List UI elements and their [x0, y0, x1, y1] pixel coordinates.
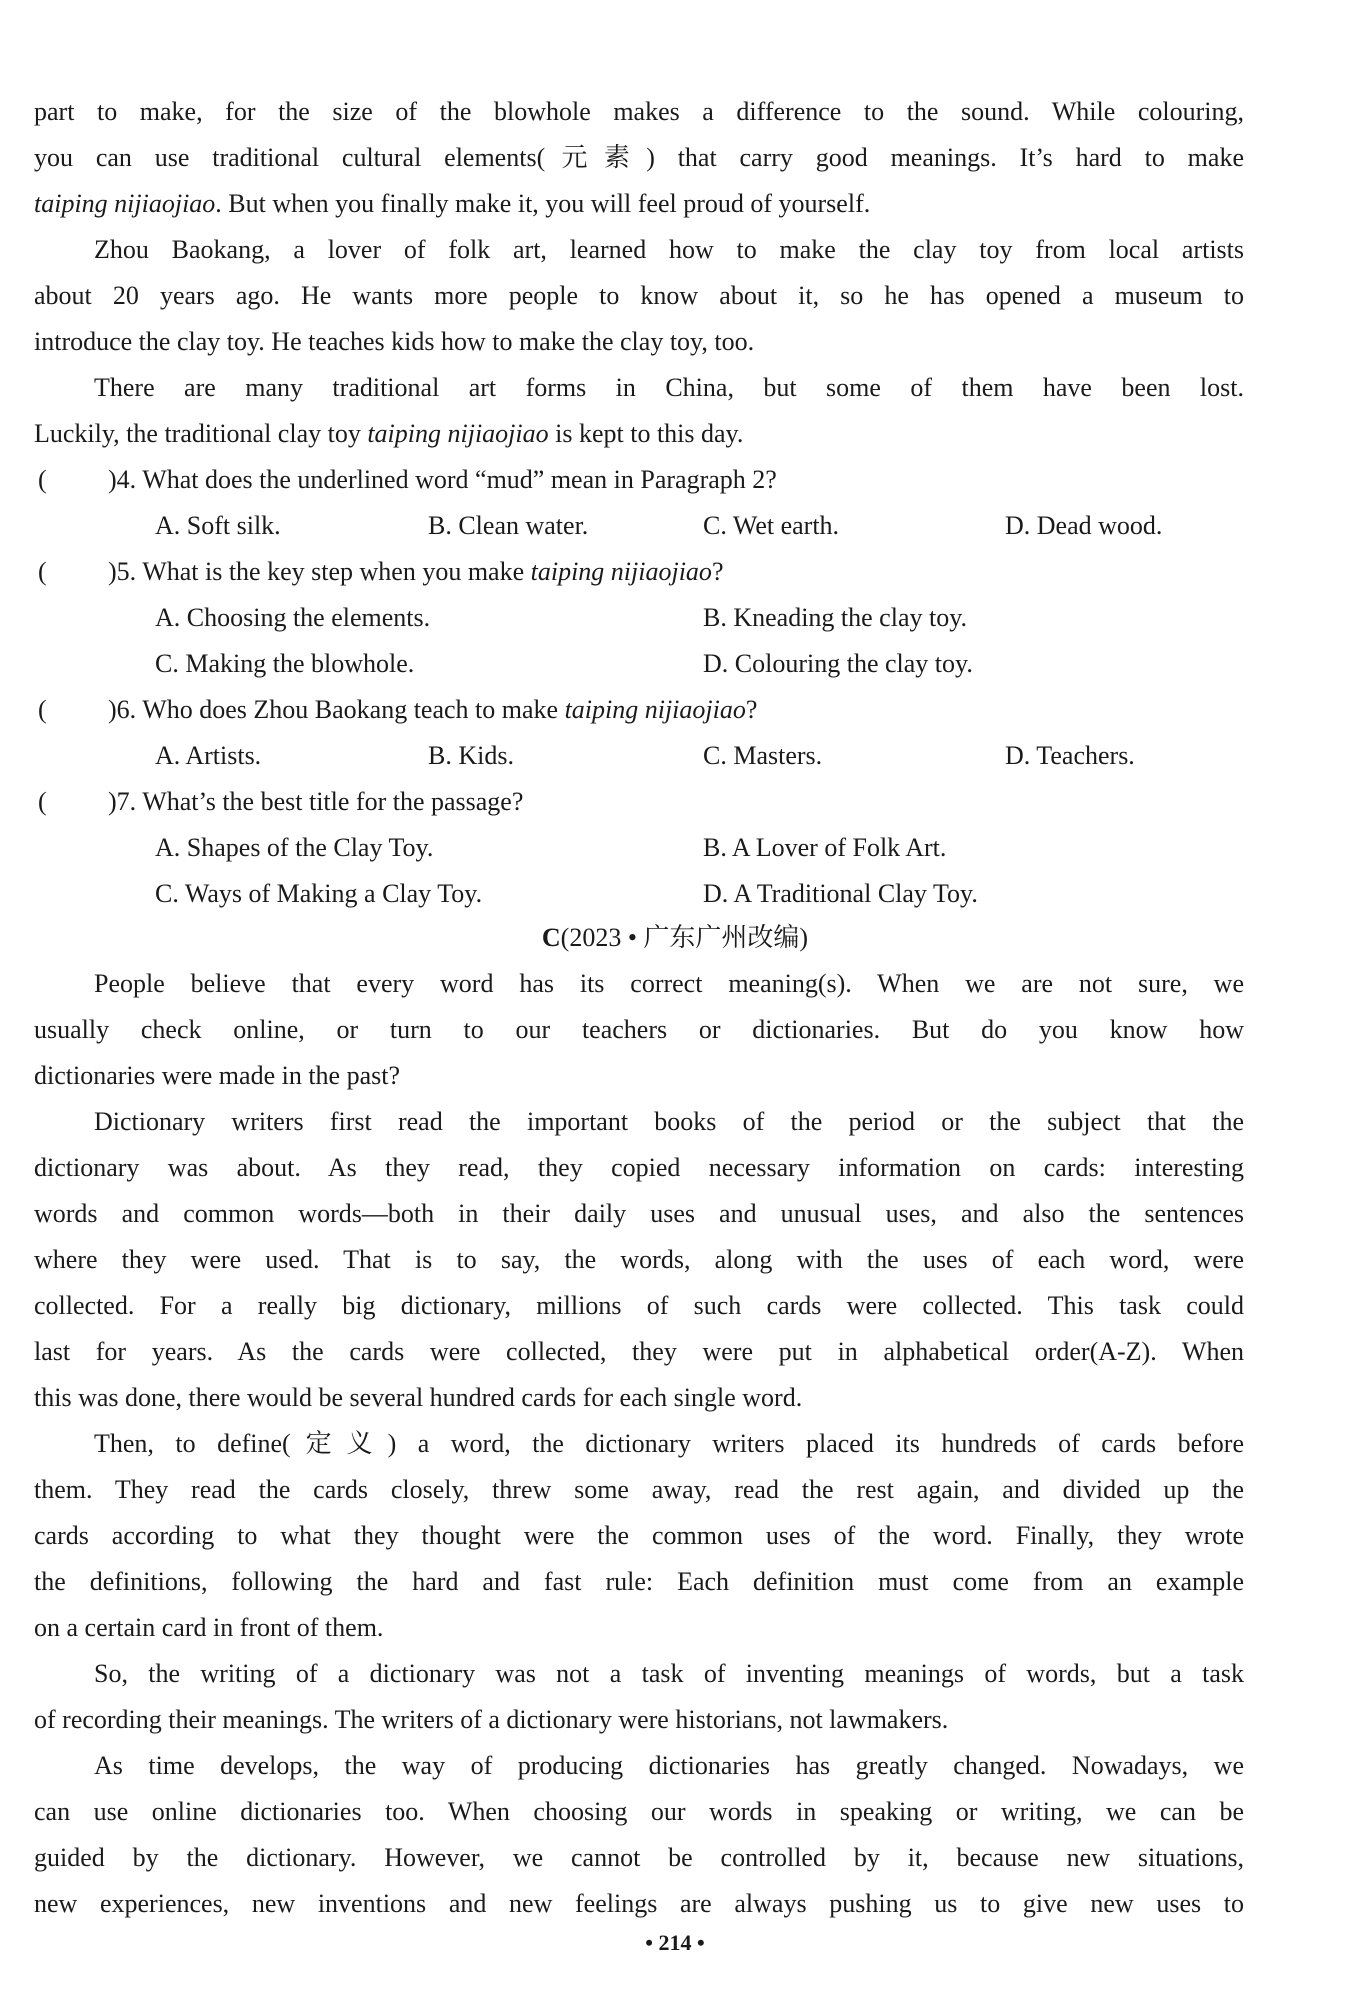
option-d: D. A Traditional Clay Toy. — [703, 879, 978, 908]
option-c: C. Masters. — [703, 741, 823, 770]
answer-blank[interactable]: ( — [38, 695, 47, 724]
passage-line: Zhou Baokang, a lover of folk art, learned how to make the clay toy from local artists — [94, 235, 1244, 264]
answer-blank[interactable]: ( — [38, 557, 47, 586]
passage-line: introduce the clay toy. He teaches kids how to make the clay toy, too. — [34, 327, 755, 356]
italic-term: taiping nijiaojiao — [564, 695, 746, 724]
option-b: B. Kids. — [428, 741, 514, 770]
question-text: )4. What does the underlined word “mud” mean in Paragraph 2? — [108, 465, 777, 494]
passage-line: cards according to what they thought were the common uses of the word. Finally, they wrote — [34, 1521, 1244, 1550]
passage-line — [34, 188, 1244, 220]
passage-line: you can use traditional cultural elements(元素) that carry good meanings. It’s hard to make — [34, 143, 1244, 172]
option-b: B. A Lover of Folk Art. — [703, 833, 947, 862]
passage-line: part to make, for the size of the blowhole makes a difference to the sound. While colouring, — [34, 97, 1244, 126]
option-b: B. Kneading the clay toy. — [703, 603, 968, 632]
passage-line: usually check online, or turn to our teachers or dictionaries. But do you know how — [34, 1015, 1244, 1044]
option-d: D. Teachers. — [1005, 741, 1135, 770]
question-text: )7. What’s the best title for the passage? — [108, 787, 524, 816]
passage-line: dictionary was about. As they read, they copied necessary information on cards: interesting — [34, 1153, 1244, 1182]
option-c: C. Making the blowhole. — [155, 649, 415, 678]
passage-line: about 20 years ago. He wants more people to know about it, so he has opened a museum to — [34, 281, 1244, 310]
passage-line: the definitions, following the hard and fast rule: Each definition must come from an example — [34, 1567, 1244, 1596]
italic-term: taiping nijiaojiao — [367, 419, 549, 448]
passage-line: where they were used. That is to say, the words, along with the uses of each word, were — [34, 1245, 1244, 1274]
option-c: C. Ways of Making a Clay Toy. — [155, 879, 483, 908]
passage-line: collected. For a really big dictionary, millions of such cards were collected. This task could — [34, 1291, 1244, 1320]
passage-line: last for years. As the cards were collected, they were put in alphabetical order(A-Z). When — [34, 1337, 1244, 1366]
option-d: D. Dead wood. — [1005, 511, 1163, 540]
answer-blank[interactable]: ( — [38, 787, 47, 816]
page-number: • 214 • — [645, 1930, 705, 1955]
passage-line: on a certain card in front of them. — [34, 1613, 384, 1642]
passage-line: of recording their meanings. The writers of a dictionary were historians, not lawmakers. — [34, 1705, 949, 1734]
option-a: A. Choosing the elements. — [155, 603, 431, 632]
italic-term: taiping nijiaojiao — [34, 189, 216, 218]
question-text-part: )6. Who does Zhou Baokang teach to make — [108, 695, 565, 724]
passage-line: this was done, there would be several hundred cards for each single word. — [34, 1383, 803, 1412]
option-a: A. Shapes of the Clay Toy. — [155, 833, 434, 862]
passage-line: dictionaries were made in the past? — [34, 1061, 401, 1090]
passage-line: can use online dictionaries too. When choosing our words in speaking or writing, we can be — [34, 1797, 1244, 1826]
passage-line: guided by the dictionary. However, we cannot be controlled by it, because new situations, — [34, 1843, 1244, 1872]
option-a: A. Soft silk. — [155, 511, 281, 540]
passage-line: them. They read the cards closely, threw some away, read the rest again, and divided up the — [34, 1475, 1244, 1504]
passage-line — [34, 418, 1244, 450]
option-b: B. Clean water. — [428, 511, 589, 540]
passage-line: Then, to define(定义) a word, the dictionary writers placed its hundreds of cards before — [94, 1429, 1244, 1458]
passage-line: new experiences, new inventions and new feelings are always pushing us to give new uses to — [34, 1889, 1244, 1918]
question-text-part: ? — [711, 557, 724, 586]
section-source: (2023 • 广东广州改编) — [560, 923, 809, 952]
question-text-part: ? — [745, 695, 758, 724]
option-d: D. Colouring the clay toy. — [703, 649, 973, 678]
section-label: C — [541, 923, 561, 952]
answer-blank[interactable]: ( — [38, 465, 47, 494]
passage-line: People believe that every word has its correct meaning(s). When we are not sure, we — [94, 969, 1244, 998]
passage-line: There are many traditional art forms in China, but some of them have been lost. — [94, 373, 1244, 402]
passage-text: . But when you finally make it, you will feel proud of yourself. — [215, 189, 871, 218]
option-c: C. Wet earth. — [703, 511, 840, 540]
question-text-part: )5. What is the key step when you make — [108, 557, 531, 586]
passage-line: As time develops, the way of producing dictionaries has greatly changed. Nowadays, we — [94, 1751, 1244, 1780]
question-text — [108, 694, 757, 726]
question-text — [108, 556, 723, 588]
passage-text: is kept to this day. — [548, 419, 744, 448]
section-heading — [0, 922, 1350, 954]
passage-line: Dictionary writers first read the important books of the period or the subject that the — [94, 1107, 1244, 1136]
passage-line: words and common words—both in their daily uses and unusual uses, and also the sentences — [34, 1199, 1244, 1228]
passage-text: Luckily, the traditional clay toy — [34, 419, 368, 448]
option-a: A. Artists. — [155, 741, 262, 770]
italic-term: taiping nijiaojiao — [530, 557, 712, 586]
passage-line: So, the writing of a dictionary was not a task of inventing meanings of words, but a task — [94, 1659, 1244, 1688]
